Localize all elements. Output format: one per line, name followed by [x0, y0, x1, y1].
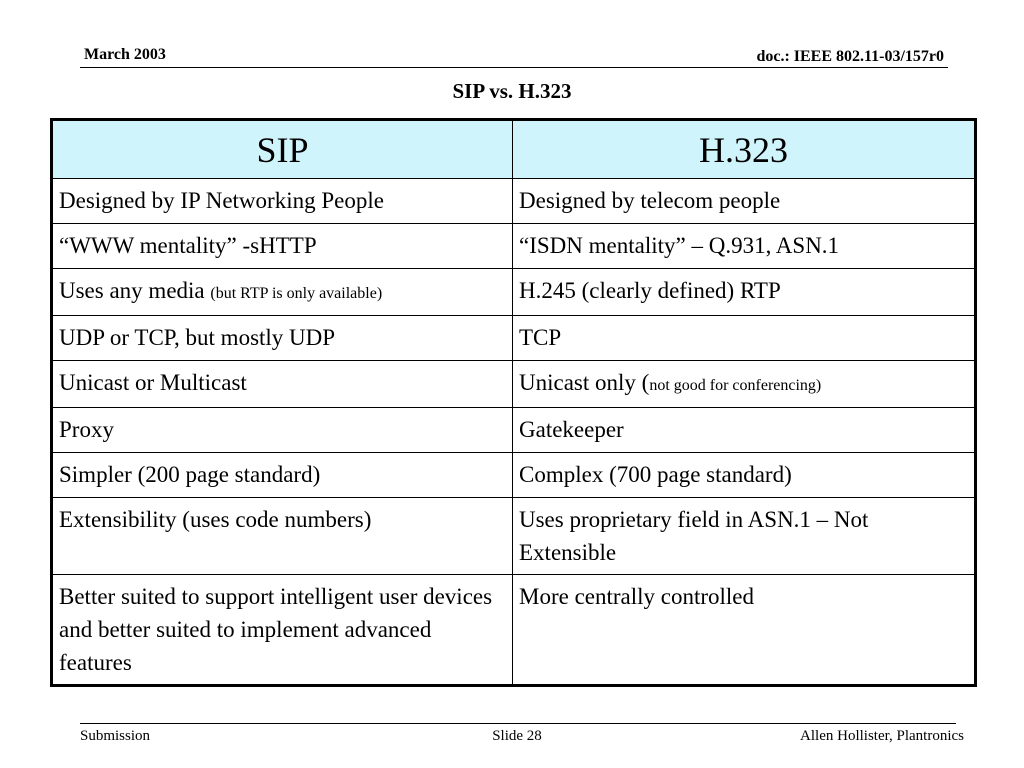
cell-text: Uses any media	[59, 278, 211, 303]
table-row	[52, 408, 976, 453]
comparison-table	[50, 118, 977, 687]
h323-cell	[513, 269, 976, 316]
sip-cell	[52, 453, 513, 498]
cell-note: (but RTP is only available)	[210, 285, 383, 302]
cell-text: Gatekeeper	[519, 417, 624, 442]
cell-text: Extensibility (uses code numbers)	[59, 507, 372, 532]
table-row	[52, 575, 976, 686]
cell-text: UDP or TCP, but mostly UDP	[59, 325, 336, 350]
table-row	[52, 224, 976, 269]
cell-text: H.245 (clearly defined) RTP	[519, 278, 781, 303]
sip-cell	[52, 224, 513, 269]
cell-text: More centrally controlled	[519, 584, 755, 609]
sip-cell	[52, 408, 513, 453]
h323-cell	[513, 453, 976, 498]
h323-cell	[513, 498, 976, 575]
sip-cell	[52, 316, 513, 361]
h323-cell	[513, 224, 976, 269]
sip-cell	[52, 498, 513, 575]
footer-divider	[80, 723, 956, 724]
h323-cell	[513, 575, 976, 686]
cell-text: Proxy	[59, 417, 114, 442]
slide-title: SIP vs. H.323	[452, 79, 572, 103]
cell-text: Unicast or Multicast	[59, 370, 247, 395]
slide-number: Slide 28	[492, 728, 542, 744]
cell-text: TCP	[519, 325, 562, 350]
footer-author: Allen Hollister, Plantronics	[800, 728, 964, 744]
cell-text: Unicast only (	[519, 370, 650, 395]
h323-cell	[513, 179, 976, 224]
table-row	[52, 498, 976, 575]
column-header-sip: SIP	[52, 120, 513, 179]
cell-text: Designed by IP Networking People	[59, 188, 384, 213]
cell-note: not good for conferencing)	[649, 377, 822, 394]
cell-text: Complex (700 page standard)	[519, 462, 792, 487]
table-row	[52, 269, 976, 316]
h323-cell	[513, 408, 976, 453]
sip-cell	[52, 179, 513, 224]
cell-text: Simpler (200 page standard)	[59, 462, 321, 487]
column-header-h323: H.323	[513, 120, 976, 179]
table-row	[52, 361, 976, 408]
sip-cell	[52, 269, 513, 316]
sip-cell	[52, 575, 513, 686]
table-header-row	[52, 120, 976, 179]
sip-cell	[52, 361, 513, 408]
header-divider	[80, 67, 948, 68]
footer-submission: Submission	[80, 728, 151, 744]
h323-cell	[513, 361, 976, 408]
cell-text: Uses proprietary field in ASN.1 – Not Extensible	[519, 507, 869, 565]
table-row	[52, 316, 976, 361]
cell-text: “WWW mentality” -sHTTP	[59, 233, 317, 258]
header-date: March 2003	[84, 46, 166, 63]
table-row	[52, 179, 976, 224]
header-doc-id: doc.: IEEE 802.11-03/157r0	[756, 48, 944, 65]
cell-text: “ISDN mentality” – Q.931, ASN.1	[519, 233, 840, 258]
cell-text: Better suited to support intelligent user devices and better suited to implement advanced features	[59, 584, 493, 675]
h323-cell	[513, 316, 976, 361]
table-row	[52, 453, 976, 498]
cell-text: Designed by telecom people	[519, 188, 781, 213]
